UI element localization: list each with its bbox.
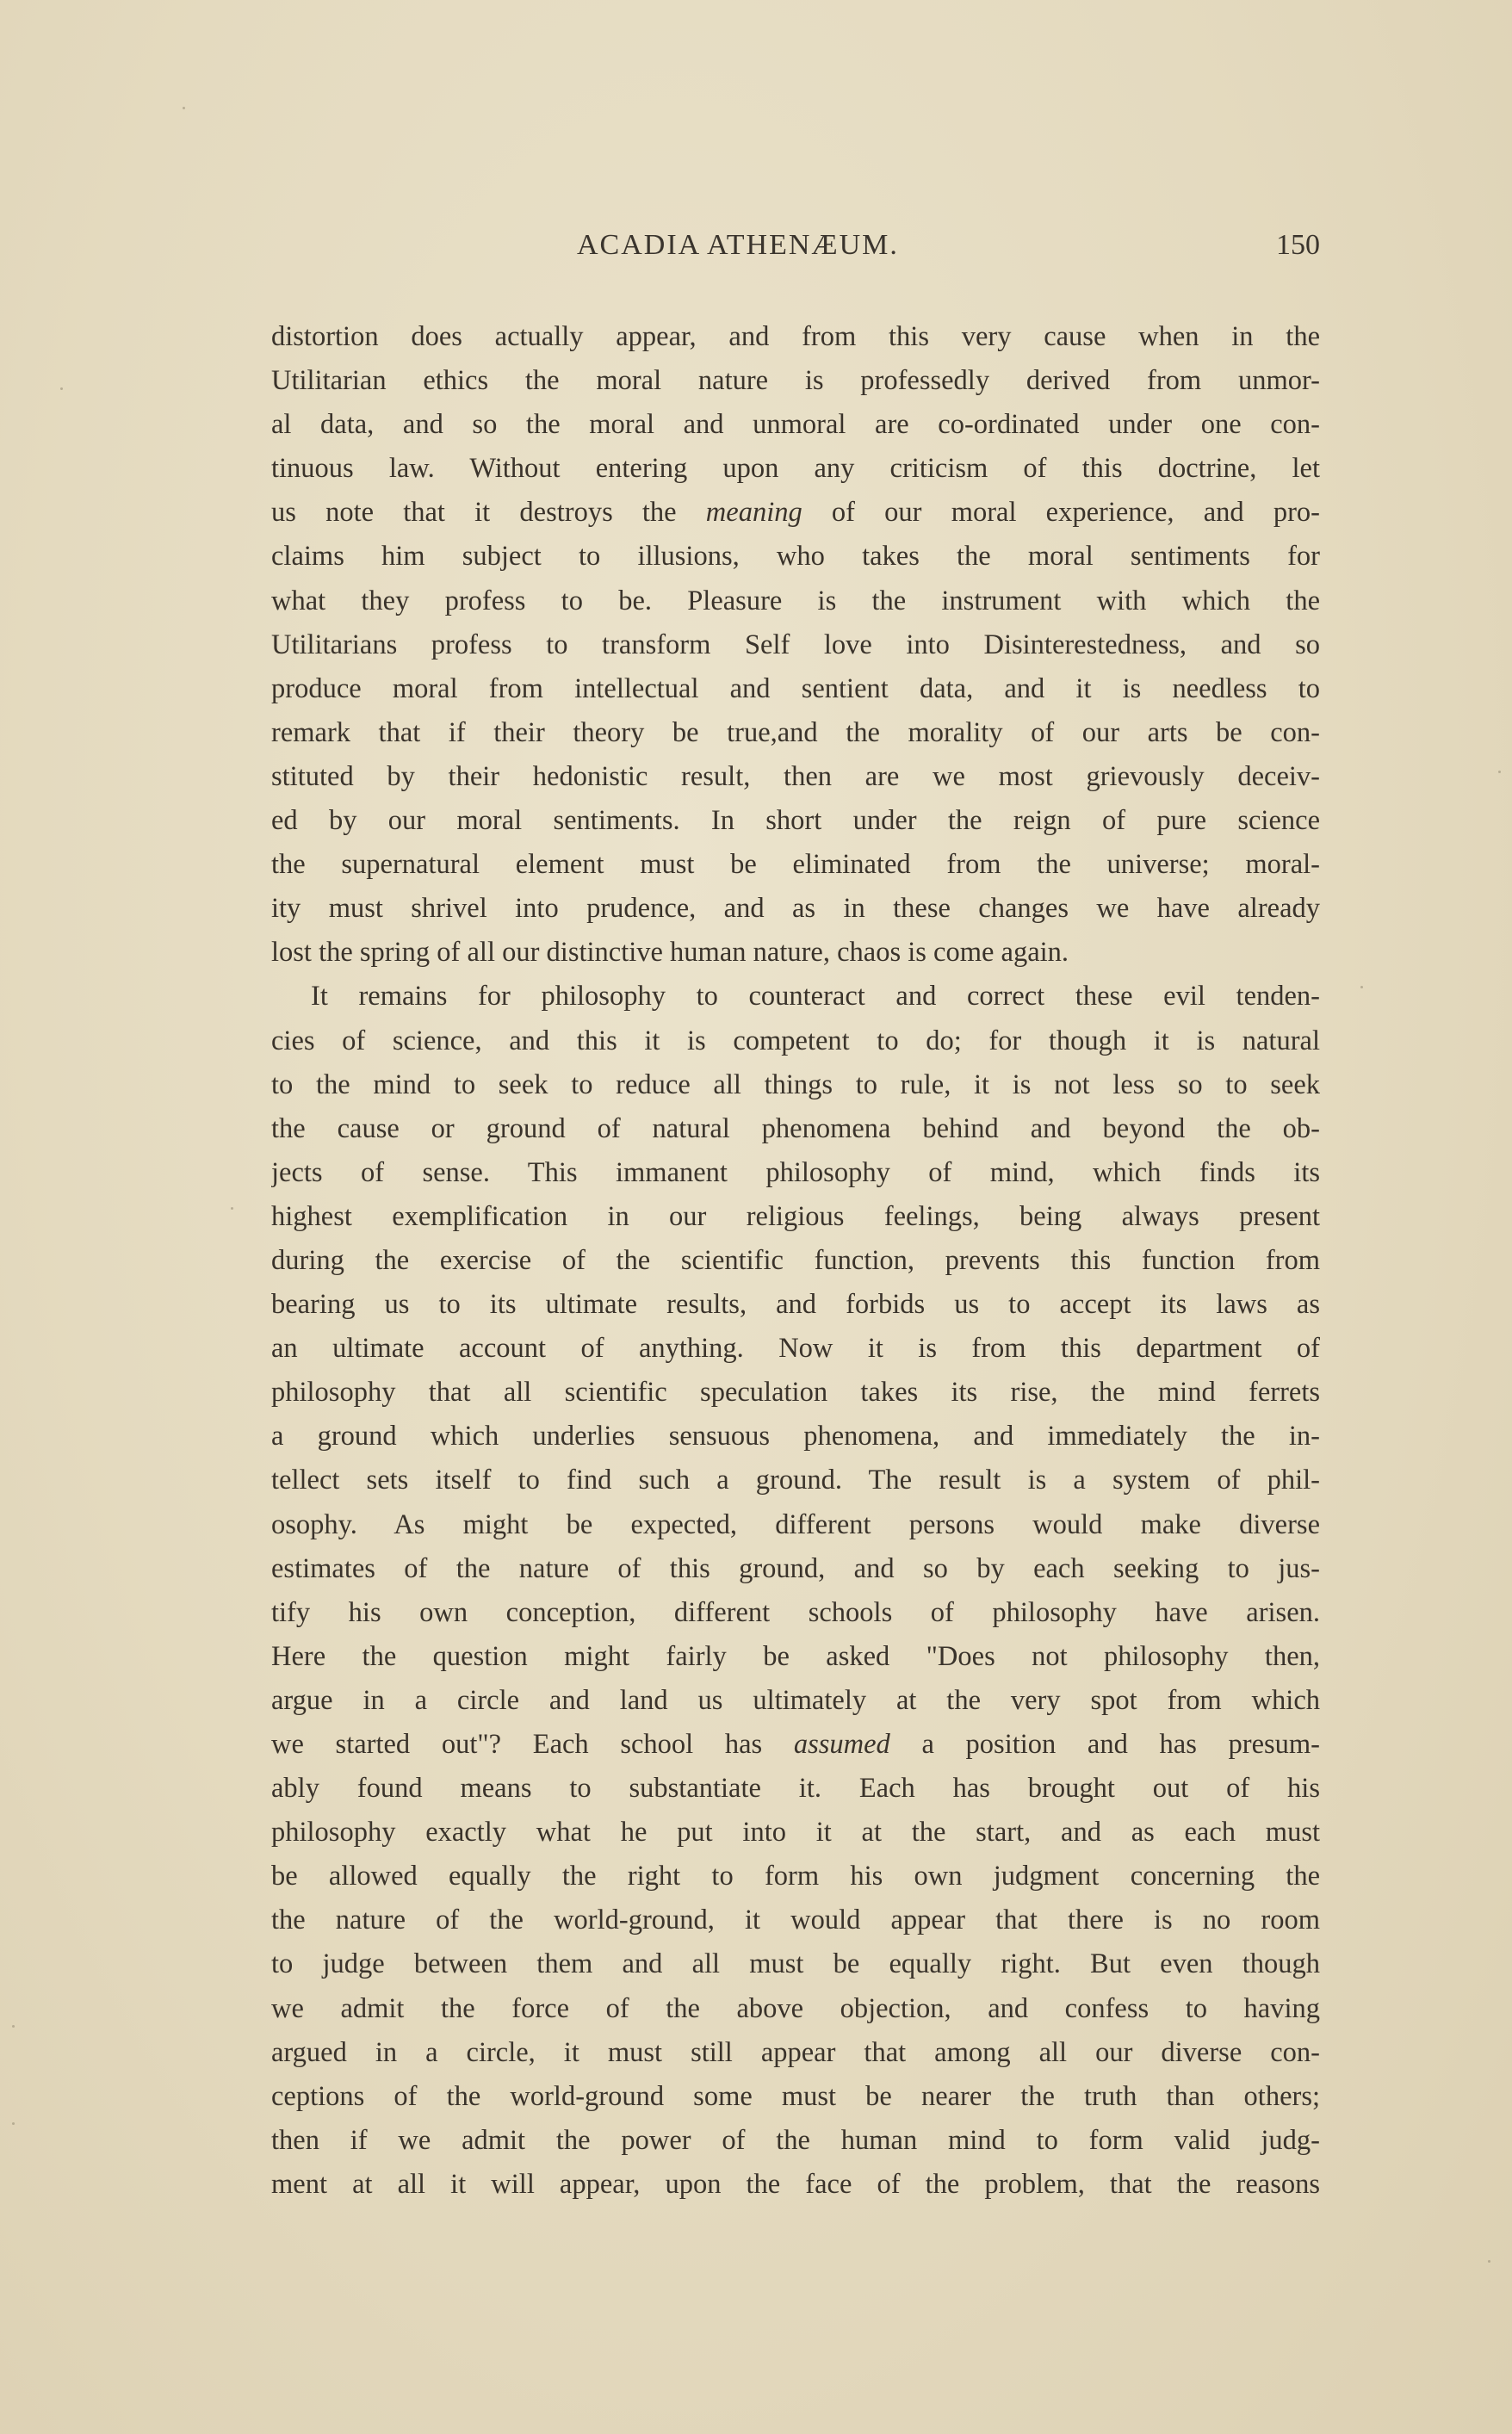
text-line: highest exemplification in our religious feelings, being always present xyxy=(271,1200,1320,1232)
text-line: ceptions of the world-ground some must be nearer the truth than others; xyxy=(271,2080,1320,2112)
paper-speck xyxy=(12,2122,15,2125)
text-line: an ultimate account of anything. Now it is from this department of xyxy=(271,1333,1320,1365)
text-line: the nature of the world-ground, it would appear that there is no room xyxy=(271,1904,1320,1936)
text-line: ed by our moral sentiments. In short under the reign of pure science xyxy=(271,805,1320,837)
text-line: produce moral from intellectual and sentient data, and it is needless to xyxy=(271,672,1320,704)
paper-speck xyxy=(60,387,63,390)
text-line: tinuous law. Without entering upon any criticism of this doctrine, let xyxy=(271,453,1320,485)
text-line: stituted by their hedonistic result, then are we most grievously deceiv- xyxy=(271,760,1320,792)
text-line: be allowed equally the right to form his own judgment concerning the xyxy=(271,1861,1320,1892)
text-line: the supernatural element must be eliminated from the universe; moral- xyxy=(271,849,1320,881)
text-line: philosophy that all scientific speculation takes its rise, the mind ferrets xyxy=(271,1377,1320,1409)
text-line: Here the question might fairly be asked "Does not philosophy then, xyxy=(271,1640,1320,1672)
text-line: tify his own conception, different schools of philosophy have arisen. xyxy=(271,1596,1320,1628)
text-line: Utilitarian ethics the moral nature is professedly derived from unmor- xyxy=(271,365,1320,397)
text-segment: us note that it destroys the xyxy=(271,497,706,529)
text-segment: we started out"? Each school has xyxy=(271,1729,794,1760)
paper-speck xyxy=(231,1207,233,1210)
text-line: osophy. As might be expected, different persons would make diverse xyxy=(271,1508,1320,1540)
paper-speck xyxy=(1498,771,1501,773)
italic-word: assumed xyxy=(793,1729,890,1760)
text-line xyxy=(271,491,1320,535)
text-line: It remains for philosophy to counteract and correct these evil tenden- xyxy=(311,981,1320,1013)
text-line: ity must shrivel into prudence, and as in these changes we have already xyxy=(271,893,1320,925)
text-line: lost the spring of all our distinctive human nature, chaos is come again. xyxy=(271,937,1069,969)
text-line: distortion does actually appear, and from this very cause when in the xyxy=(271,321,1320,352)
paper-speck xyxy=(1488,2260,1490,2263)
text-line: cies of science, and this it is competent to do; for though it is natural xyxy=(271,1025,1320,1056)
text-line: then if we admit the power of the human mind to form valid judg- xyxy=(271,2124,1320,2156)
paper-speck xyxy=(183,107,185,109)
running-head: ACADIA ATHENÆUM. xyxy=(577,229,899,261)
text-line: bearing us to its ultimate results, and forbids us to accept its laws as xyxy=(271,1289,1320,1321)
paper-speck xyxy=(1360,986,1363,988)
text-segment: a position and has presum- xyxy=(889,1729,1320,1760)
text-line: tellect sets itself to find such a ground. The result is a system of phil- xyxy=(271,1465,1320,1496)
text-line: estimates of the nature of this ground, and so by each seeking to jus- xyxy=(271,1552,1320,1584)
text-line: argue in a circle and land us ultimately at the very spot from which xyxy=(271,1684,1320,1716)
text-line: ably found means to substantiate it. Each has brought out of his xyxy=(271,1773,1320,1805)
text-line: a ground which underlies sensuous phenomena, and immediately the in- xyxy=(271,1421,1320,1452)
text-line: claims him subject to illusions, who takes the moral sentiments for xyxy=(271,541,1320,573)
body-text xyxy=(271,315,1320,2207)
text-line: remark that if their theory be true,and the morality of our arts be con- xyxy=(271,716,1320,748)
text-segment: of our moral experience, and pro- xyxy=(802,497,1320,529)
page-number: 150 xyxy=(1276,229,1320,261)
text-line: Utilitarians profess to transform Self love into Disinterestedness, and so xyxy=(271,629,1320,660)
text-line: ment at all it will appear, upon the face of the problem, that the reasons xyxy=(271,2168,1320,2200)
page-header xyxy=(271,226,1320,269)
text-line: to the mind to seek to reduce all things to rule, it is not less so to seek xyxy=(271,1068,1320,1100)
text-line: argued in a circle, it must still appear that among all our diverse con- xyxy=(271,2036,1320,2068)
text-line: during the exercise of the scientific function, prevents this function from xyxy=(271,1244,1320,1276)
paper-speck xyxy=(12,2025,15,2028)
text-line: al data, and so the moral and unmoral are co-ordinated under one con- xyxy=(271,409,1320,441)
italic-word: meaning xyxy=(705,497,802,529)
text-line: the cause or ground of natural phenomena behind and beyond the ob- xyxy=(271,1112,1320,1144)
text-line: what they profess to be. Pleasure is the instrument with which the xyxy=(271,585,1320,616)
text-line: we admit the force of the above objection, and confess to having xyxy=(271,1992,1320,2024)
text-line: jects of sense. This immanent philosophy of mind, which finds its xyxy=(271,1156,1320,1188)
text-line: to judge between them and all must be equally right. But even though xyxy=(271,1948,1320,1980)
text-line: philosophy exactly what he put into it at the start, and as each must xyxy=(271,1817,1320,1849)
text-line xyxy=(271,1723,1320,1767)
